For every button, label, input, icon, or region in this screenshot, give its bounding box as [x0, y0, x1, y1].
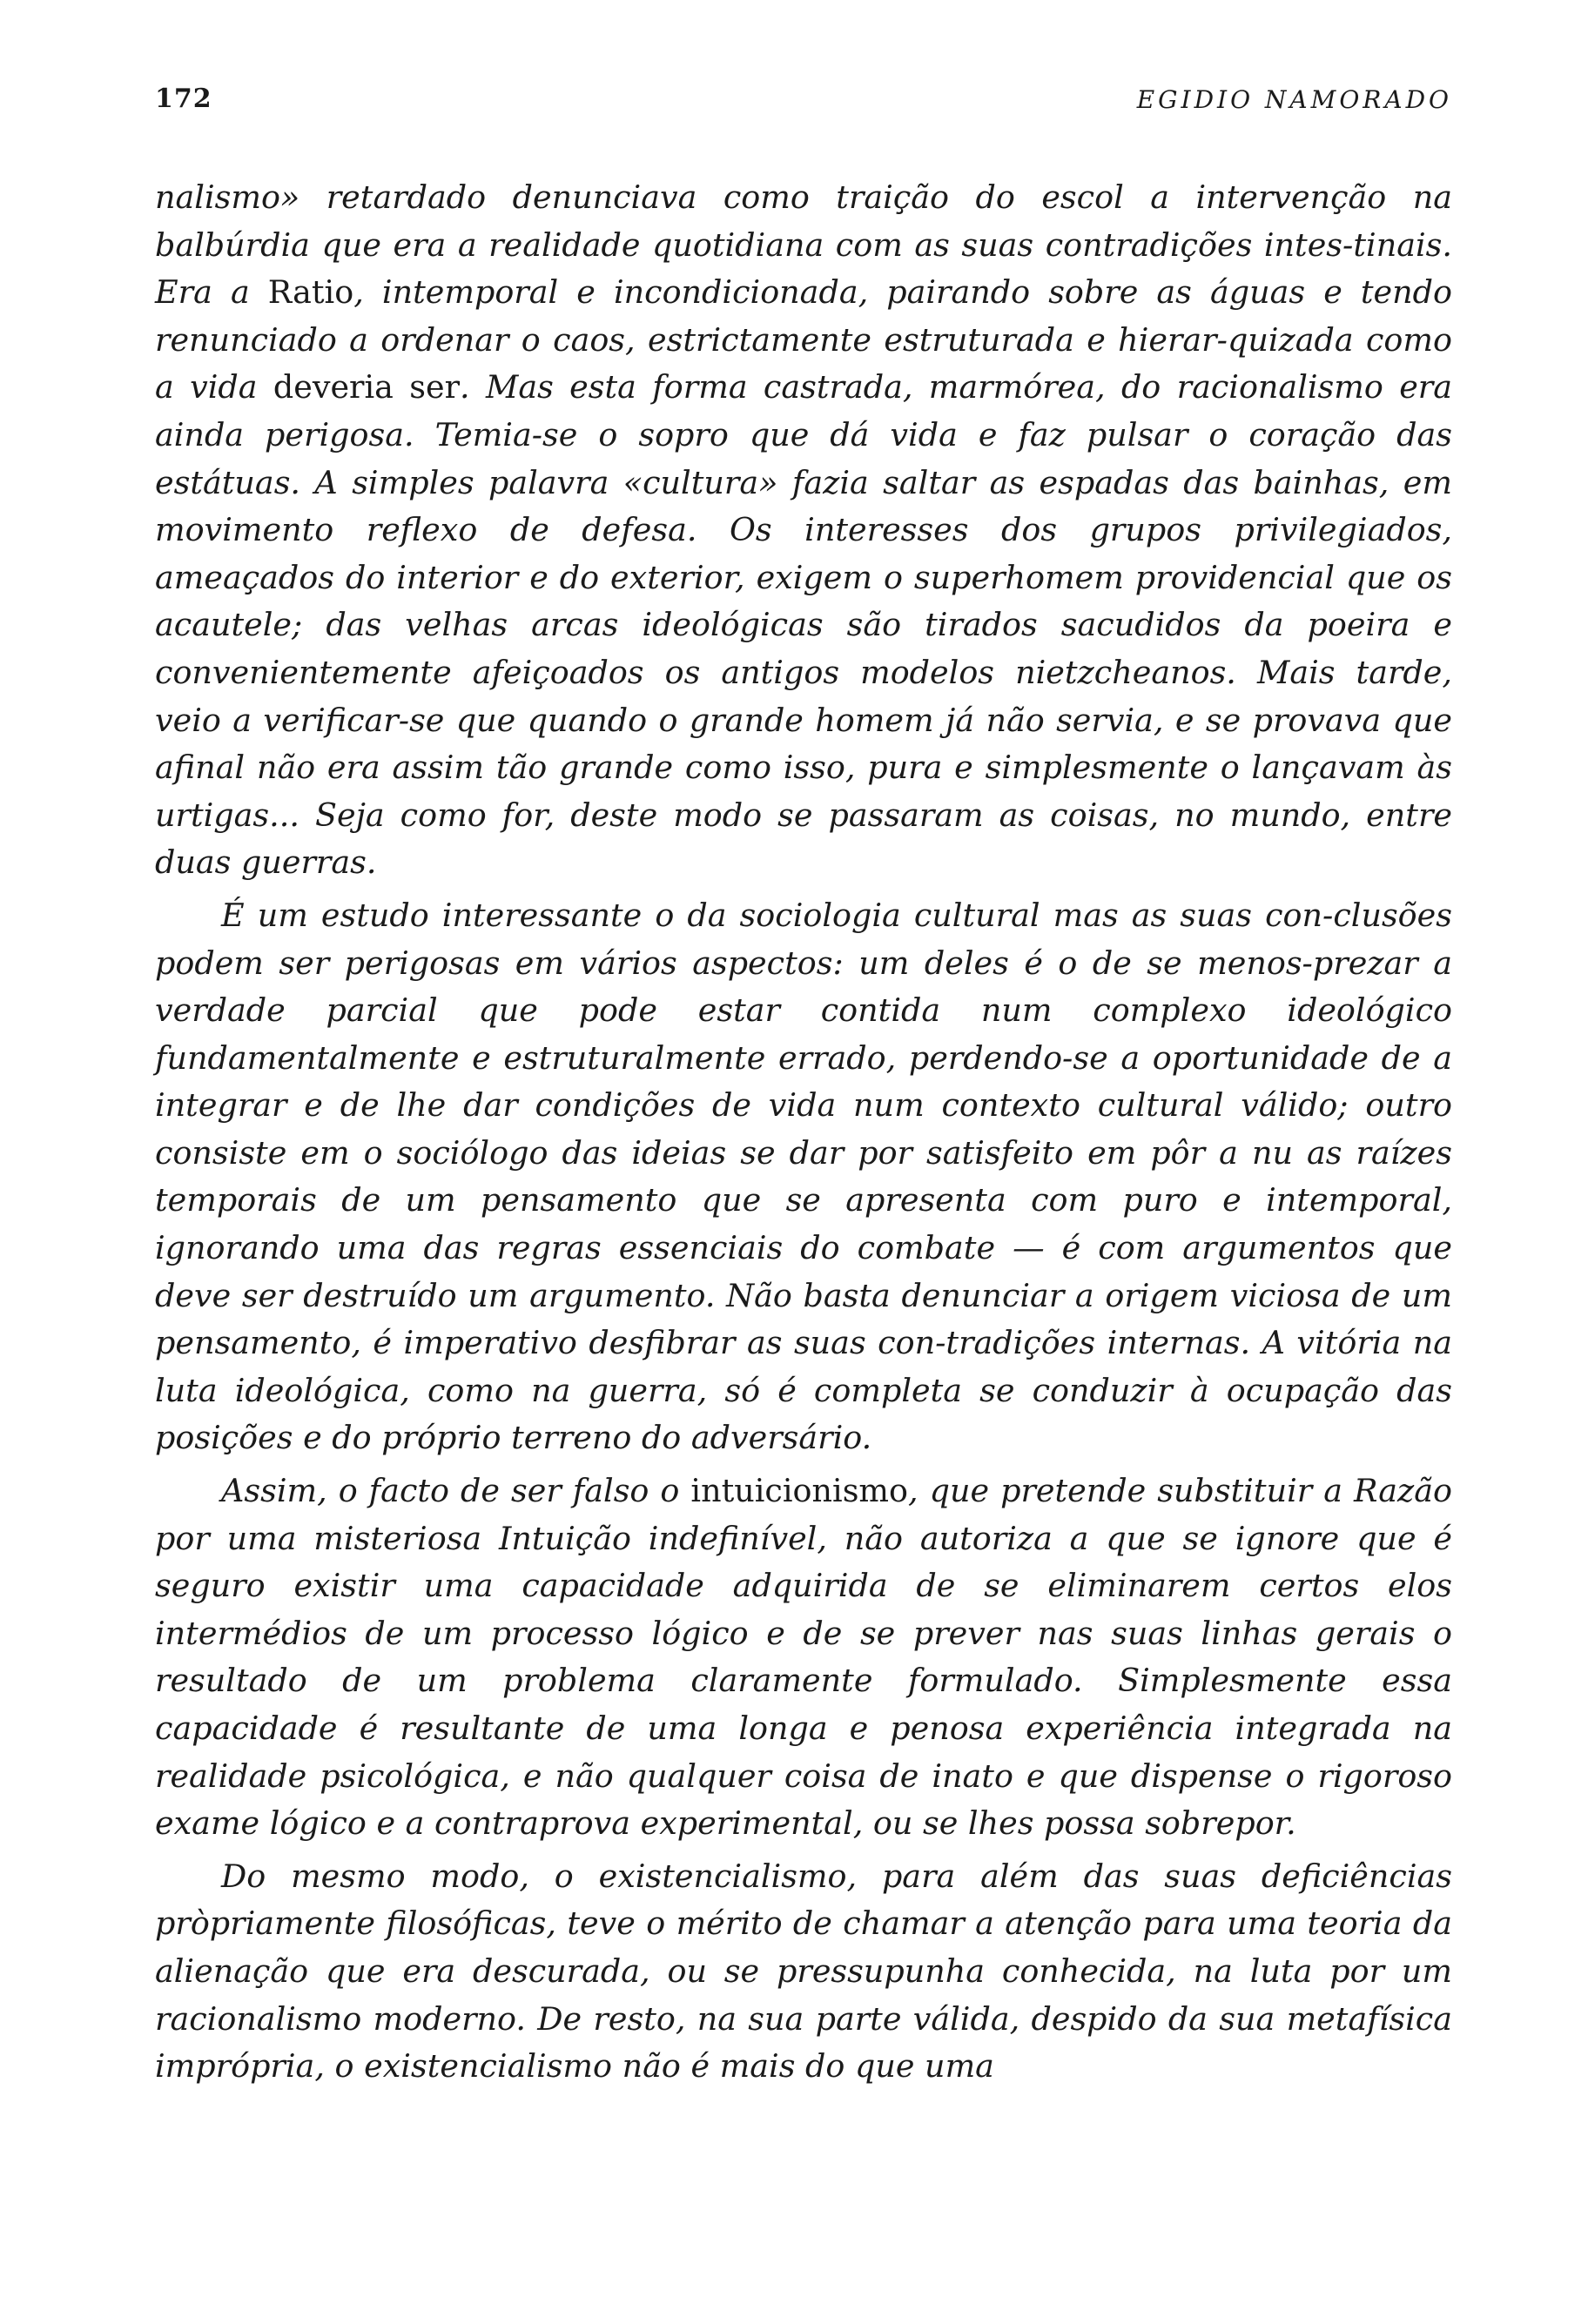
- text-segment: , intemporal e incondicionada, pairando sobre as águas e tendo renunciado a ordenar o caos, estrictamente estruturada e hierar-quizada como a vida: [155, 273, 1452, 406]
- text-segment: , que pretende substituir a Razão por uma misteriosa Intuição indefinível, não autoriza a que se ignore que é seguro existir uma capacidade adquirida de se eliminarem certos elos intermédios de um processo lógico e de se prever nas suas linhas gerais o resultado de um problema claramente formulado. Simplesmente essa capacidade é resultante de uma longa e penosa experiência integrada na realidade psicológica, e não qualquer coisa de inato e que dispense o rigoroso exame lógico e a contraprova experimental, ou se lhes possa sobrepor.: [155, 1472, 1453, 1843]
- text-segment-roman: deveria ser: [273, 368, 461, 406]
- running-head: [155, 84, 1452, 136]
- paragraph-2: [155, 892, 1452, 1462]
- text-segment: . Mas esta forma castrada, marmórea, do racionalismo era ainda perigosa. Temia-se o sopro que dá vida e faz pulsar o coração das estátuas. A simples palavra «cultura» fazia saltar as espadas das bainhas, em movimento reflexo de defesa. Os interesses dos grupos privilegiados, ameaçados do interior e do exterior, exigem o superhomem providencial que os acautele; das velhas arcas ideológicas são tirados sacudidos da poeira e convenientemente afeiçoados os antigos modelos nietzcheanos. Mais tarde, veio a verificar-se que quando o grande homem já não servia, e se provava que afinal não era assim tão grande como isso, pura e simplesmente o lançavam às urtigas... Seja como for, deste modo se passaram as coisas, no mundo, entre duas guerras.: [155, 368, 1452, 882]
- text-segment: Do mesmo modo, o existencialismo, para além das suas deficiências pròpriamente filosóficas, teve o mérito de chamar a atenção para uma teoria da alienação que era descurada, ou se pressupunha conhecida, na luta por um racionalismo moderno. De resto, na sua parte válida, despido da sua metafísica imprópria, o existencialismo não é mais do que uma: [155, 1857, 1452, 2086]
- text-segment-roman: Ratio: [267, 273, 354, 312]
- text-segment-roman: intuicionismo: [690, 1472, 909, 1510]
- paragraph-1: [155, 174, 1452, 887]
- body-text: [155, 174, 1452, 2096]
- paragraph-4: [155, 1853, 1452, 2091]
- text-segment: Assim, o facto de ser falso o: [221, 1472, 691, 1510]
- text-segment: nalismo» retardado denunciava como traição do escol a intervenção na balbúrdia que era a realidade quotidiana com as suas contradições intes-tinais. Era a: [155, 178, 1452, 312]
- page-number: 172: [155, 84, 212, 114]
- running-title: EGIDIO NAMORADO: [1136, 85, 1452, 114]
- paragraph-3: [155, 1468, 1452, 1848]
- text-segment: É um estudo interessante o da sociologia cultural mas as suas con-clusões podem ser perigosas em vários aspectos: um deles é o de se menos-prezar a verdade parcial que pode estar contida num complexo ideológico fundamentalmente e estruturalmente errado, perdendo-se a oportunidade de a integrar e de lhe dar condições de vida num contexto cultural válido; outro consiste em o sociólogo das ideias se dar por satisfeito em pôr a nu as raízes temporais de um pensamento que se apresenta com puro e intemporal, ignorando uma das regras essenciais do combate — é com argumentos que deve ser destruído um argumento. Não basta denunciar a origem viciosa de um pensamento, é imperativo desfibrar as suas con-tradições internas. A vitória na luta ideológica, como na guerra, só é completa se conduzir à ocupação das posições e do próprio terreno do adversário.: [155, 896, 1452, 1457]
